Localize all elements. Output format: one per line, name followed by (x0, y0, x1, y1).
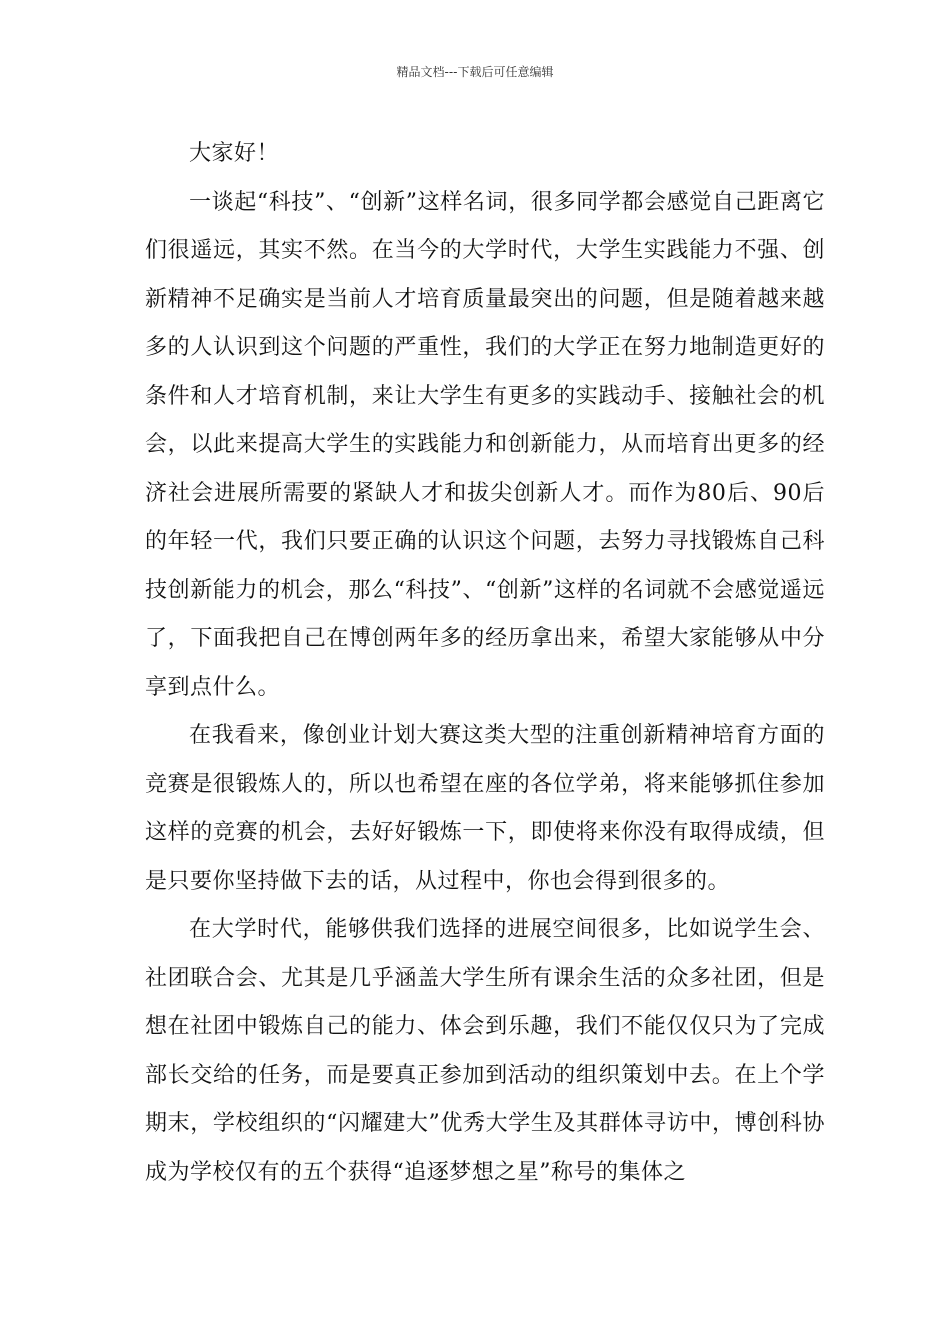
paragraph-university: 在大学时代，能够供我们选择的进展空间很多，比如说学生会、社团联合会、尤其是几乎涵盖大学生所有课余生活的众多社团，但是想在社团中锻炼自己的能力、体会到乐趣，我们不能仅仅只为了完成部长交给的任务，而是要真正参加到活动的组织策划中去。在上个学期末，学校组织的“闪耀建大”优秀大学生及其群体寻访中，博创科协成为学校仅有的五个获得“追逐梦想之星”称号的集体之 (145, 917, 825, 1185)
page-header: 精品文档---下载后可任意编辑 (396, 65, 554, 79)
paragraph-competition: 在我看来，像创业计划大赛这类大型的注重创新精神培育方面的竞赛是很锻炼人的，所以也希望在座的各位学弟，将来能够抓住参加这样的竞赛的机会，去好好锻炼一下，即使将来你没有取得成绩，但是只要你坚持做下去的话，从过程中，你也会得到很多的。 (145, 723, 825, 894)
paragraph-greeting: 大家好！ (189, 141, 280, 166)
paragraph-intro: 一谈起“科技”、“创新”这样名词，很多同学都会感觉自己距离它们很遥远，其实不然。在当今的大学时代，大学生实践能力不强、创新精神不足确实是当前人才培育质量最突出的问题，但是随着越来越多的人认识到这个问题的严重性，我们的大学正在努力地制造更好的条件和人才培育机制，来让大学生有更多的实践动手、接触社会的机会，以此来提高大学生的实践能力和创新能力，从而培育出更多的经济社会进展所需要的紧缺人才和拔尖创新人才。而作为80后、90后的年轻一代，我们只要正确的认识这个问题，去努力寻找锻炼自己科技创新能力的机会，那么“科技”、“创新”这样的名词就不会感觉遥远了，下面我把自己在博创两年多的经历拿出来，希望大家能够从中分享到点什么。 (145, 189, 825, 700)
document-body (145, 130, 825, 1197)
